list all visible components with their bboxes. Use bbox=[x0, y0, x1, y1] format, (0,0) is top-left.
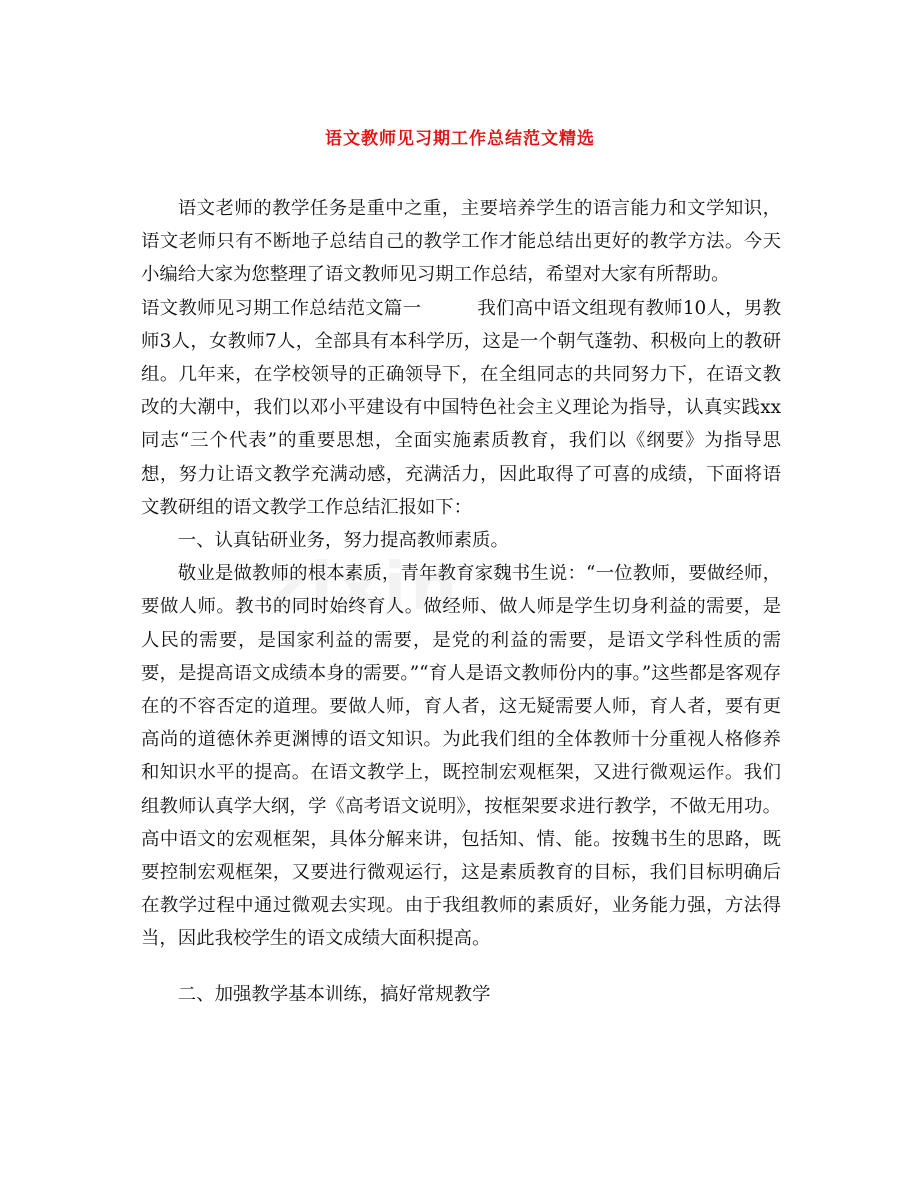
heading-one: 一、认真钻研业务，努力提高教师素质。 bbox=[177, 530, 509, 552]
heading-two: 二、加强教学基本训练，搞好常规教学 bbox=[177, 983, 491, 1005]
document-title: 语文教师见习期工作总结范文精选 bbox=[325, 129, 595, 149]
intro-paragraph: 语文老师的教学任务是重中之重，主要培养学生的语言能力和文学知识，语文老师只有不断地子总结自己的教学工作才能总结出更好的教学方法。今天小编给大家为您整理了语文教师见习期工作总结，希望对大家有所帮助。 bbox=[141, 198, 781, 286]
body-paragraph: 敬业是做教师的根本素质，青年教育家魏书生说：“一位教师，要做经师，要做人师。教书的同时始终育人。做经师、做人师是学生切身利益的需要，是人民的需要，是国家利益的需要，是党的利益的需要，是语文学科性质的需要，是提高语文成绩本身的需要。”“育人是语文教师份内的事。”这些都是客观存在的不容否定的道理。要做人师，育人者，这无疑需要人师，育人者，要有更高尚的道德休养更渊博的语文知识。为此我们组的全体教师十分重视人格修养和知识水平的提高。在语文教学上，既控制宏观框架，又进行微观运作。我们组教师认真学大纲，学《高考语文说明》，按框架要求进行教学，不做无用功。高中语文的宏观框架，具体分解来讲，包括知、情、能。按魏书生的思路，既要控制宏观框架，又要进行微观运行，这是素质教育的目标，我们目标明确后在教学过程中通过微观去实现。由于我组教师的素质好，业务能力强，方法得当，因此我校学生的语文成绩大面积提高。 bbox=[141, 563, 781, 950]
section-one-paragraph: 语文教师见习期工作总结范文篇一 我们高中语文组现有教师10人，男教师3人，女教师7人，全部具有本科学历，这是一个朝气蓬勃、积极向上的教研组。几年来，在学校领导的正确领导下，在全组同志的共同努力下，在语文教改的大潮中，我们以邓小平建设有中国特色社会主义理论为指导，认真实践xx同志“三个代表”的重要思想，全面实施素质教育，我们以《纲要》为指导思想，努力让语文教学充满动感，充满活力，因此取得了可喜的成绩，下面将语文教研组的语文教学工作总结汇报如下： bbox=[141, 297, 781, 518]
document-body bbox=[141, 192, 781, 1011]
